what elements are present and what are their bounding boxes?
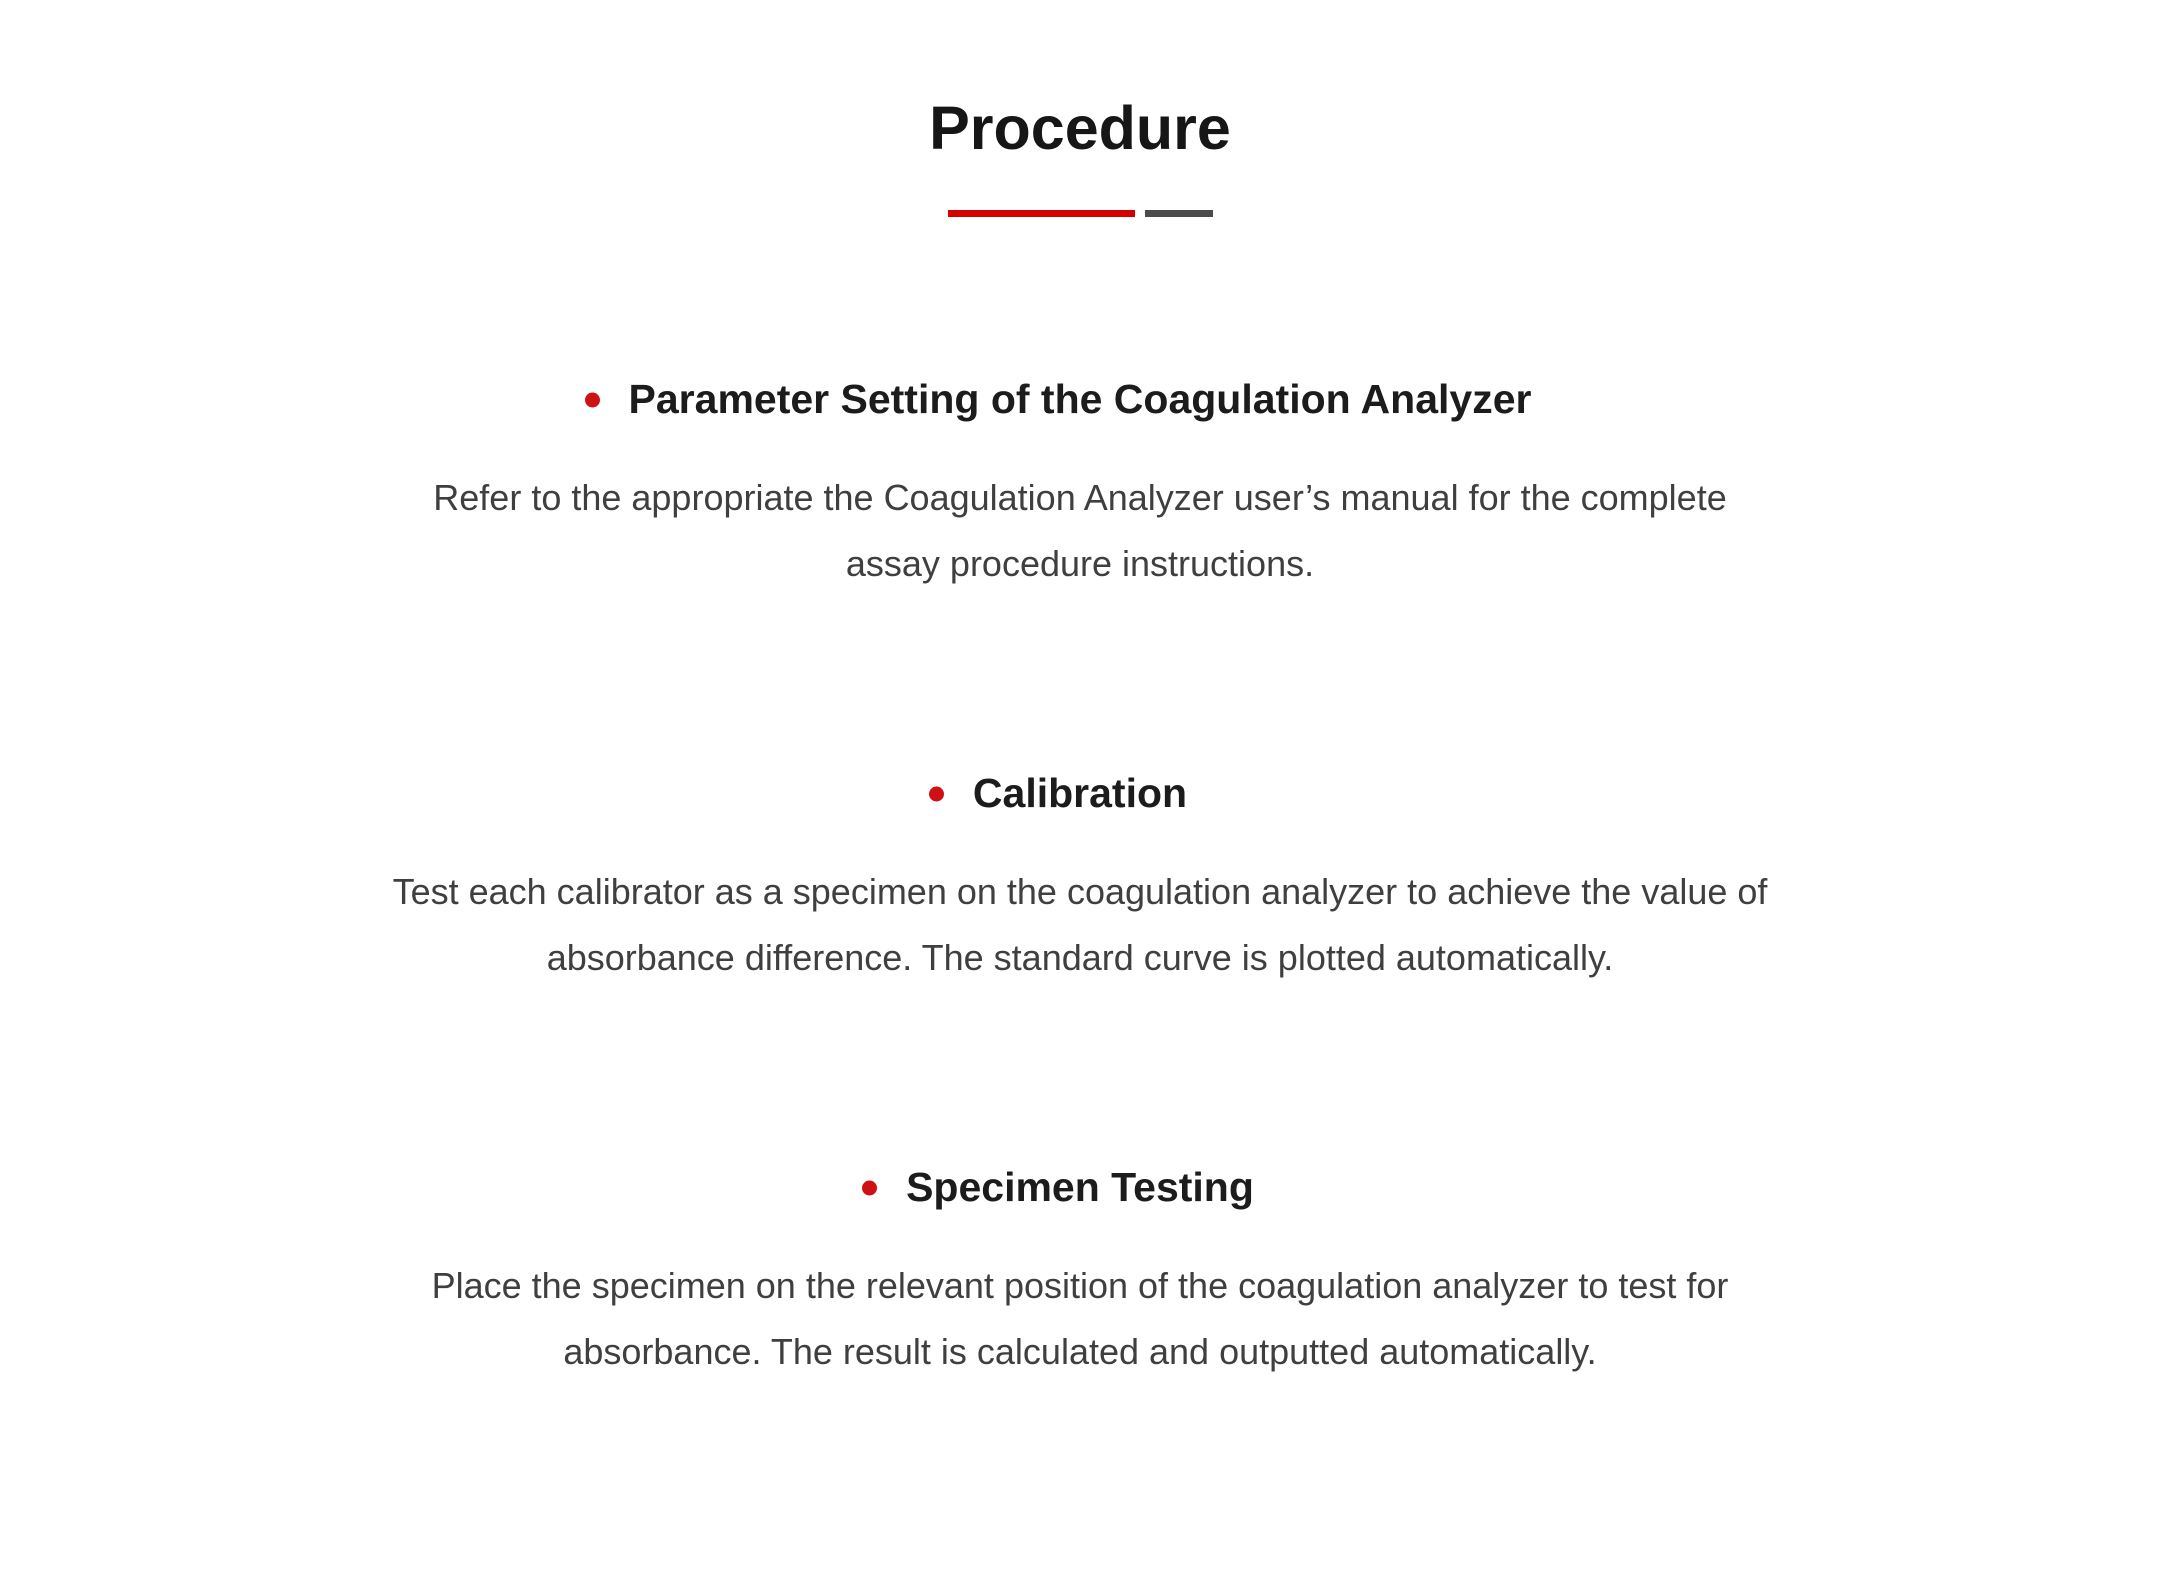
section-heading-text: Parameter Setting of the Coagulation Analyzer xyxy=(628,376,1532,422)
section-heading xyxy=(0,769,2160,818)
section-calibration xyxy=(0,769,2160,991)
section-heading-text: Specimen Testing xyxy=(906,1164,1254,1210)
divider-gray-bar xyxy=(1145,210,1213,217)
section-heading xyxy=(0,375,2160,424)
section-heading xyxy=(0,1163,2160,1212)
section-heading-text: Calibration xyxy=(972,770,1188,816)
procedure-page xyxy=(0,93,2160,1586)
section-body-text: Refer to the appropriate the Coagulation Analyzer user’s manual for the complete assay procedure instructions. xyxy=(433,477,1727,584)
section-parameter-setting xyxy=(0,375,2160,597)
section-body-text: Test each calibrator as a specimen on the coagulation analyzer to achieve the value of absorbance difference. The standard curve is plotted automatically. xyxy=(392,871,1768,978)
section-body-text: Place the specimen on the relevant position of the coagulation analyzer to test for absorbance. The result is calculated and outputted automatically. xyxy=(431,1265,1729,1372)
divider-red-bar xyxy=(948,210,1135,217)
section-heading-inner xyxy=(973,769,1187,818)
section-heading-inner xyxy=(629,375,1532,424)
title-divider xyxy=(0,210,2160,217)
bullet-icon xyxy=(585,392,600,407)
page-title: Procedure xyxy=(929,94,1231,162)
bullet-icon xyxy=(862,1180,877,1195)
section-specimen-testing xyxy=(0,1163,2160,1385)
section-heading-inner xyxy=(906,1163,1254,1212)
bullet-icon xyxy=(929,786,944,801)
